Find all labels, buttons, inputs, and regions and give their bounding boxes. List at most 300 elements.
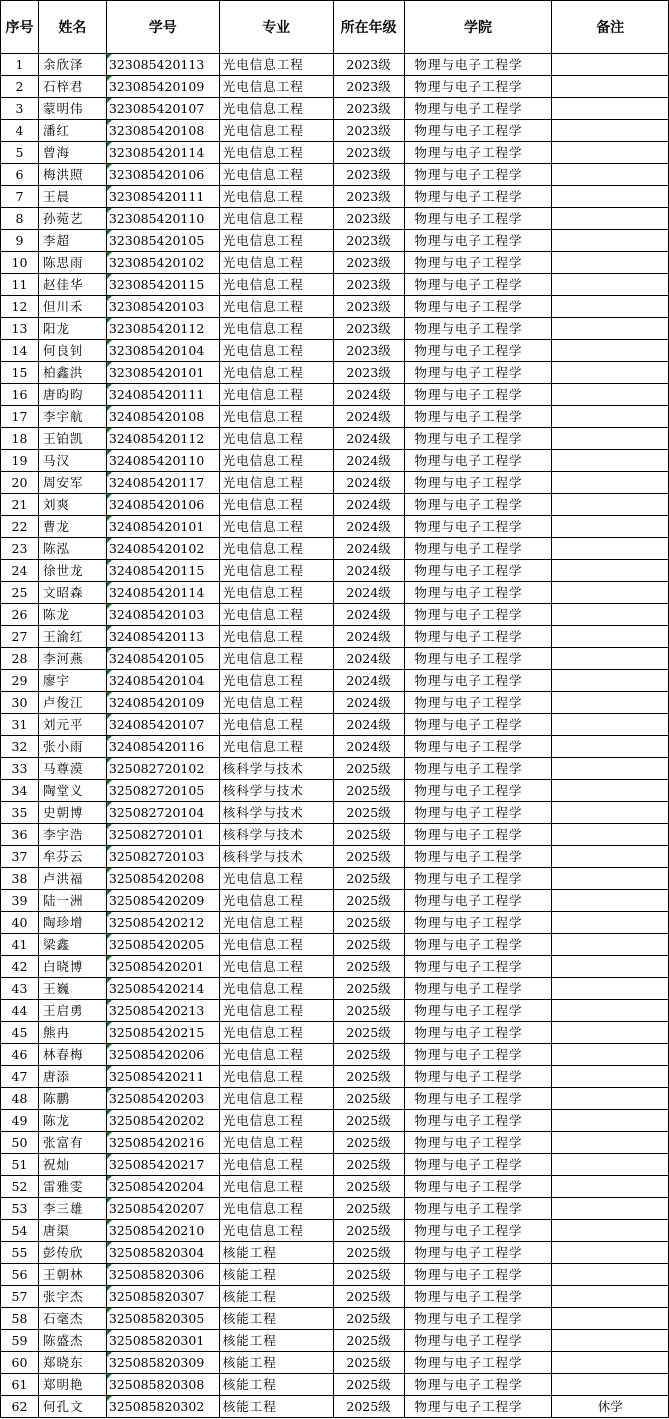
cell-college bbox=[404, 1330, 552, 1352]
cell-college bbox=[404, 1308, 552, 1330]
cell-remark bbox=[552, 626, 669, 648]
text-format-indicator-icon bbox=[107, 450, 112, 455]
text-format-indicator-icon bbox=[107, 274, 112, 279]
text-format-indicator-icon bbox=[107, 296, 112, 301]
cell-grade bbox=[333, 428, 404, 450]
cell-grade-text: 2024级 bbox=[346, 497, 391, 512]
cell-serial-text: 34 bbox=[11, 783, 28, 798]
text-format-indicator-icon bbox=[107, 956, 112, 961]
cell-grade-text: 2024级 bbox=[346, 607, 391, 622]
cell-serial-text: 29 bbox=[11, 673, 28, 688]
cell-name-text: 何孔文 bbox=[42, 1399, 84, 1414]
cell-serial bbox=[1, 956, 39, 978]
cell-serial bbox=[1, 406, 39, 428]
cell-grade bbox=[333, 868, 404, 890]
cell-student-id bbox=[106, 1286, 219, 1308]
cell-serial bbox=[1, 670, 39, 692]
cell-name bbox=[38, 1264, 106, 1286]
cell-serial-text: 17 bbox=[11, 409, 28, 424]
table-row bbox=[1, 230, 669, 252]
cell-college-text: 物理与电子工程学 bbox=[414, 1377, 523, 1392]
table-row bbox=[1, 1066, 669, 1088]
cell-remark bbox=[552, 186, 669, 208]
cell-major bbox=[219, 1396, 333, 1418]
header-grade: 所在年级 bbox=[333, 1, 404, 54]
cell-grade bbox=[333, 670, 404, 692]
cell-grade bbox=[333, 76, 404, 98]
table-row bbox=[1, 274, 669, 296]
cell-remark bbox=[552, 1088, 669, 1110]
table-row bbox=[1, 494, 669, 516]
cell-student-id-text: 323085420102 bbox=[108, 255, 205, 270]
cell-student-id bbox=[106, 230, 219, 252]
cell-name bbox=[38, 890, 106, 912]
cell-student-id-text: 325085420206 bbox=[108, 1047, 205, 1062]
cell-name bbox=[38, 1066, 106, 1088]
cell-grade-text: 2025级 bbox=[346, 1223, 391, 1238]
text-format-indicator-icon bbox=[107, 912, 112, 917]
cell-student-id-text: 324085420110 bbox=[108, 453, 205, 468]
cell-student-id bbox=[106, 472, 219, 494]
cell-name bbox=[38, 1110, 106, 1132]
table-row bbox=[1, 956, 669, 978]
cell-student-id-text: 323085420109 bbox=[108, 79, 205, 94]
cell-college-text: 物理与电子工程学 bbox=[414, 563, 523, 578]
text-format-indicator-icon bbox=[107, 1022, 112, 1027]
cell-college-text: 物理与电子工程学 bbox=[414, 651, 523, 666]
cell-college bbox=[404, 604, 552, 626]
cell-college-text: 物理与电子工程学 bbox=[414, 981, 523, 996]
cell-grade-text: 2023级 bbox=[346, 233, 391, 248]
cell-serial-text: 59 bbox=[11, 1333, 28, 1348]
cell-serial-text: 60 bbox=[11, 1355, 28, 1370]
cell-serial-text: 7 bbox=[15, 189, 24, 204]
cell-college-text: 物理与电子工程学 bbox=[414, 233, 523, 248]
cell-college-text: 物理与电子工程学 bbox=[414, 1355, 523, 1370]
cell-major-text: 光电信息工程 bbox=[222, 1025, 304, 1040]
cell-college-text: 物理与电子工程学 bbox=[414, 1025, 523, 1040]
text-format-indicator-icon bbox=[107, 670, 112, 675]
text-format-indicator-icon bbox=[107, 1066, 112, 1071]
text-format-indicator-icon bbox=[107, 54, 112, 59]
cell-name bbox=[38, 1154, 106, 1176]
cell-college bbox=[404, 824, 552, 846]
cell-grade bbox=[333, 1264, 404, 1286]
cell-college bbox=[404, 230, 552, 252]
cell-serial-text: 20 bbox=[11, 475, 28, 490]
cell-serial bbox=[1, 164, 39, 186]
cell-serial-text: 61 bbox=[11, 1377, 28, 1392]
cell-remark bbox=[552, 142, 669, 164]
table-row bbox=[1, 648, 669, 670]
cell-major-text: 光电信息工程 bbox=[222, 739, 304, 754]
cell-remark bbox=[552, 340, 669, 362]
cell-grade bbox=[333, 648, 404, 670]
text-format-indicator-icon bbox=[107, 1176, 112, 1181]
text-format-indicator-icon bbox=[107, 868, 112, 873]
cell-serial-text: 45 bbox=[11, 1025, 28, 1040]
cell-student-id-text: 325085420215 bbox=[108, 1025, 205, 1040]
cell-grade-text: 2025级 bbox=[346, 1047, 391, 1062]
cell-serial-text: 27 bbox=[11, 629, 28, 644]
cell-student-id bbox=[106, 296, 219, 318]
cell-major bbox=[219, 1132, 333, 1154]
cell-student-id-text: 324085420102 bbox=[108, 541, 205, 556]
cell-serial bbox=[1, 1352, 39, 1374]
cell-major bbox=[219, 1000, 333, 1022]
cell-serial bbox=[1, 1110, 39, 1132]
cell-serial bbox=[1, 1066, 39, 1088]
cell-college-text: 物理与电子工程学 bbox=[414, 1157, 523, 1172]
cell-serial-text: 38 bbox=[11, 871, 28, 886]
cell-major bbox=[219, 1242, 333, 1264]
cell-major bbox=[219, 406, 333, 428]
cell-remark bbox=[552, 890, 669, 912]
cell-college bbox=[404, 802, 552, 824]
cell-grade bbox=[333, 208, 404, 230]
text-format-indicator-icon bbox=[107, 406, 112, 411]
cell-grade bbox=[333, 1110, 404, 1132]
table-row bbox=[1, 560, 669, 582]
cell-remark bbox=[552, 868, 669, 890]
cell-remark bbox=[552, 802, 669, 824]
cell-serial bbox=[1, 802, 39, 824]
cell-serial bbox=[1, 1286, 39, 1308]
cell-remark bbox=[552, 1308, 669, 1330]
table-row bbox=[1, 208, 669, 230]
cell-major-text: 光电信息工程 bbox=[222, 893, 304, 908]
cell-grade-text: 2024级 bbox=[346, 409, 391, 424]
cell-serial bbox=[1, 1242, 39, 1264]
cell-name-text: 彭传欣 bbox=[42, 1245, 84, 1260]
cell-remark bbox=[552, 736, 669, 758]
cell-major bbox=[219, 428, 333, 450]
cell-serial-text: 2 bbox=[15, 79, 24, 94]
table-row bbox=[1, 428, 669, 450]
cell-college bbox=[404, 736, 552, 758]
cell-grade bbox=[333, 120, 404, 142]
cell-student-id bbox=[106, 868, 219, 890]
cell-serial bbox=[1, 604, 39, 626]
cell-student-id bbox=[106, 208, 219, 230]
cell-major bbox=[219, 670, 333, 692]
table-row bbox=[1, 692, 669, 714]
cell-college bbox=[404, 274, 552, 296]
cell-college-text: 物理与电子工程学 bbox=[414, 959, 523, 974]
cell-student-id-text: 324085420114 bbox=[108, 585, 205, 600]
cell-major bbox=[219, 956, 333, 978]
cell-college-text: 物理与电子工程学 bbox=[414, 695, 523, 710]
cell-student-id-text: 323085420114 bbox=[108, 145, 205, 160]
cell-major bbox=[219, 1044, 333, 1066]
cell-remark bbox=[552, 516, 669, 538]
cell-college bbox=[404, 560, 552, 582]
table-row bbox=[1, 1022, 669, 1044]
cell-college-text: 物理与电子工程学 bbox=[414, 1311, 523, 1326]
cell-name-text: 王铂凯 bbox=[42, 431, 84, 446]
cell-major-text: 核科学与技术 bbox=[222, 805, 304, 820]
cell-college bbox=[404, 1022, 552, 1044]
cell-student-id-text: 325085420203 bbox=[108, 1091, 205, 1106]
cell-serial-text: 9 bbox=[15, 233, 24, 248]
cell-name-text: 石毫杰 bbox=[42, 1311, 84, 1326]
cell-name-text: 唐昀昀 bbox=[42, 387, 84, 402]
cell-remark bbox=[552, 1154, 669, 1176]
cell-student-id bbox=[106, 692, 219, 714]
cell-major-text: 光电信息工程 bbox=[222, 365, 304, 380]
cell-college bbox=[404, 472, 552, 494]
cell-college-text: 物理与电子工程学 bbox=[414, 189, 523, 204]
cell-serial-text: 32 bbox=[11, 739, 28, 754]
cell-college-text: 物理与电子工程学 bbox=[414, 1267, 523, 1282]
cell-grade bbox=[333, 230, 404, 252]
cell-major-text: 核能工程 bbox=[222, 1377, 277, 1392]
table-row bbox=[1, 516, 669, 538]
cell-serial bbox=[1, 362, 39, 384]
cell-name bbox=[38, 472, 106, 494]
cell-major bbox=[219, 934, 333, 956]
cell-serial bbox=[1, 626, 39, 648]
cell-college bbox=[404, 296, 552, 318]
text-format-indicator-icon bbox=[107, 516, 112, 521]
cell-college bbox=[404, 582, 552, 604]
cell-grade-text: 2025级 bbox=[346, 849, 391, 864]
cell-major-text: 光电信息工程 bbox=[222, 387, 304, 402]
cell-serial-text: 16 bbox=[11, 387, 28, 402]
table-row bbox=[1, 450, 669, 472]
cell-name bbox=[38, 1044, 106, 1066]
header-major: 专业 bbox=[219, 1, 333, 54]
cell-college-text: 物理与电子工程学 bbox=[414, 1399, 523, 1414]
cell-major-text: 光电信息工程 bbox=[222, 563, 304, 578]
cell-college bbox=[404, 1264, 552, 1286]
cell-college-text: 物理与电子工程学 bbox=[414, 1047, 523, 1062]
cell-grade-text: 2025级 bbox=[346, 805, 391, 820]
cell-student-id bbox=[106, 1132, 219, 1154]
cell-name-text: 陈盛杰 bbox=[42, 1333, 84, 1348]
cell-name bbox=[38, 824, 106, 846]
cell-serial bbox=[1, 912, 39, 934]
cell-student-id bbox=[106, 758, 219, 780]
text-format-indicator-icon bbox=[107, 428, 112, 433]
cell-name bbox=[38, 846, 106, 868]
cell-remark bbox=[552, 208, 669, 230]
cell-student-id-text: 325085420213 bbox=[108, 1003, 205, 1018]
header-row bbox=[1, 1, 669, 54]
cell-serial bbox=[1, 54, 39, 76]
text-format-indicator-icon bbox=[107, 582, 112, 587]
cell-major-text: 光电信息工程 bbox=[222, 79, 304, 94]
cell-remark bbox=[552, 1066, 669, 1088]
cell-name-text: 陈泓 bbox=[42, 541, 70, 556]
cell-college bbox=[404, 1154, 552, 1176]
cell-college bbox=[404, 142, 552, 164]
text-format-indicator-icon bbox=[107, 186, 112, 191]
table-row bbox=[1, 406, 669, 428]
cell-student-id bbox=[106, 384, 219, 406]
cell-name bbox=[38, 450, 106, 472]
text-format-indicator-icon bbox=[107, 1396, 112, 1401]
table-row bbox=[1, 1286, 669, 1308]
cell-name-text: 陶堂义 bbox=[42, 783, 84, 798]
cell-remark bbox=[552, 406, 669, 428]
cell-major bbox=[219, 692, 333, 714]
cell-name bbox=[38, 1088, 106, 1110]
header-name: 姓名 bbox=[38, 1, 106, 54]
cell-major-text: 光电信息工程 bbox=[222, 277, 304, 292]
text-format-indicator-icon bbox=[107, 978, 112, 983]
cell-grade bbox=[333, 1352, 404, 1374]
cell-serial bbox=[1, 1198, 39, 1220]
cell-college bbox=[404, 384, 552, 406]
cell-serial-text: 42 bbox=[11, 959, 28, 974]
cell-grade bbox=[333, 626, 404, 648]
cell-name bbox=[38, 582, 106, 604]
cell-name-text: 王晨 bbox=[42, 189, 70, 204]
cell-name bbox=[38, 1308, 106, 1330]
cell-student-id-text: 325085420210 bbox=[108, 1223, 205, 1238]
cell-grade bbox=[333, 912, 404, 934]
cell-college-text: 物理与电子工程学 bbox=[414, 167, 523, 182]
cell-remark bbox=[552, 76, 669, 98]
cell-remark bbox=[552, 120, 669, 142]
cell-college bbox=[404, 1396, 552, 1418]
cell-major bbox=[219, 1220, 333, 1242]
cell-student-id-text: 323085420115 bbox=[108, 277, 205, 292]
cell-name-text: 马尊漠 bbox=[42, 761, 84, 776]
cell-major-text: 光电信息工程 bbox=[222, 1069, 304, 1084]
cell-student-id-text: 324085420117 bbox=[108, 475, 205, 490]
cell-college bbox=[404, 54, 552, 76]
cell-major-text: 光电信息工程 bbox=[222, 519, 304, 534]
cell-college bbox=[404, 1286, 552, 1308]
cell-name bbox=[38, 692, 106, 714]
cell-grade bbox=[333, 824, 404, 846]
text-format-indicator-icon bbox=[107, 802, 112, 807]
cell-serial bbox=[1, 208, 39, 230]
cell-grade-text: 2025级 bbox=[346, 1091, 391, 1106]
text-format-indicator-icon bbox=[107, 1154, 112, 1159]
cell-college bbox=[404, 1000, 552, 1022]
cell-grade-text: 2024级 bbox=[346, 739, 391, 754]
cell-student-id bbox=[106, 846, 219, 868]
table-row bbox=[1, 626, 669, 648]
cell-grade-text: 2025级 bbox=[346, 937, 391, 952]
cell-student-id bbox=[106, 582, 219, 604]
cell-major bbox=[219, 1330, 333, 1352]
cell-major bbox=[219, 582, 333, 604]
text-format-indicator-icon bbox=[107, 164, 112, 169]
cell-grade bbox=[333, 1396, 404, 1418]
text-format-indicator-icon bbox=[107, 1308, 112, 1313]
cell-major bbox=[219, 186, 333, 208]
cell-serial-text: 37 bbox=[11, 849, 28, 864]
cell-student-id-text: 323085420101 bbox=[108, 365, 205, 380]
cell-major bbox=[219, 1176, 333, 1198]
cell-college-text: 物理与电子工程学 bbox=[414, 1069, 523, 1084]
cell-student-id-text: 325085420204 bbox=[108, 1179, 205, 1194]
cell-major bbox=[219, 1352, 333, 1374]
cell-name-text: 郑晓东 bbox=[42, 1355, 84, 1370]
cell-remark bbox=[552, 428, 669, 450]
cell-major-text: 核能工程 bbox=[222, 1399, 277, 1414]
cell-college bbox=[404, 692, 552, 714]
cell-grade bbox=[333, 384, 404, 406]
cell-remark bbox=[552, 780, 669, 802]
cell-major-text: 光电信息工程 bbox=[222, 431, 304, 446]
table-row bbox=[1, 912, 669, 934]
cell-student-id bbox=[106, 802, 219, 824]
cell-college bbox=[404, 890, 552, 912]
cell-name-text: 孙菀艺 bbox=[42, 211, 84, 226]
cell-serial-text: 48 bbox=[11, 1091, 28, 1106]
cell-student-id bbox=[106, 1308, 219, 1330]
cell-serial-text: 14 bbox=[11, 343, 28, 358]
cell-major bbox=[219, 868, 333, 890]
cell-student-id-text: 323085420104 bbox=[108, 343, 205, 358]
cell-student-id bbox=[106, 340, 219, 362]
cell-student-id bbox=[106, 956, 219, 978]
cell-name-text: 徐世龙 bbox=[42, 563, 84, 578]
table-row bbox=[1, 846, 669, 868]
cell-major bbox=[219, 1264, 333, 1286]
cell-student-id-text: 324085420105 bbox=[108, 651, 205, 666]
cell-student-id-text: 323085420113 bbox=[108, 57, 205, 72]
cell-student-id bbox=[106, 1220, 219, 1242]
cell-remark bbox=[552, 846, 669, 868]
text-format-indicator-icon bbox=[107, 1330, 112, 1335]
cell-remark bbox=[552, 956, 669, 978]
cell-grade-text: 2024级 bbox=[346, 717, 391, 732]
cell-major-text: 光电信息工程 bbox=[222, 453, 304, 468]
cell-major-text: 核科学与技术 bbox=[222, 783, 304, 798]
table-row bbox=[1, 164, 669, 186]
cell-student-id bbox=[106, 978, 219, 1000]
cell-major bbox=[219, 758, 333, 780]
table-row bbox=[1, 1000, 669, 1022]
cell-name bbox=[38, 406, 106, 428]
cell-college bbox=[404, 626, 552, 648]
cell-student-id bbox=[106, 780, 219, 802]
cell-serial bbox=[1, 1330, 39, 1352]
cell-grade-text: 2025级 bbox=[346, 1135, 391, 1150]
cell-grade bbox=[333, 1374, 404, 1396]
table-row bbox=[1, 934, 669, 956]
cell-serial bbox=[1, 494, 39, 516]
cell-major-text: 光电信息工程 bbox=[222, 57, 304, 72]
cell-serial bbox=[1, 868, 39, 890]
cell-serial bbox=[1, 428, 39, 450]
cell-college-text: 物理与电子工程学 bbox=[414, 1289, 523, 1304]
cell-student-id bbox=[106, 54, 219, 76]
cell-serial bbox=[1, 1154, 39, 1176]
table-row bbox=[1, 384, 669, 406]
cell-student-id-text: 324085420101 bbox=[108, 519, 205, 534]
cell-serial-text: 41 bbox=[11, 937, 28, 952]
cell-name bbox=[38, 1286, 106, 1308]
cell-student-id-text: 324085420106 bbox=[108, 497, 205, 512]
cell-name bbox=[38, 1374, 106, 1396]
cell-grade-text: 2024级 bbox=[346, 673, 391, 688]
text-format-indicator-icon bbox=[107, 472, 112, 477]
cell-name-text: 石梓君 bbox=[42, 79, 84, 94]
cell-grade-text: 2023级 bbox=[346, 365, 391, 380]
cell-grade bbox=[333, 1132, 404, 1154]
cell-student-id bbox=[106, 1154, 219, 1176]
cell-name-text: 文昭森 bbox=[42, 585, 84, 600]
text-format-indicator-icon bbox=[107, 384, 112, 389]
cell-student-id bbox=[106, 1044, 219, 1066]
